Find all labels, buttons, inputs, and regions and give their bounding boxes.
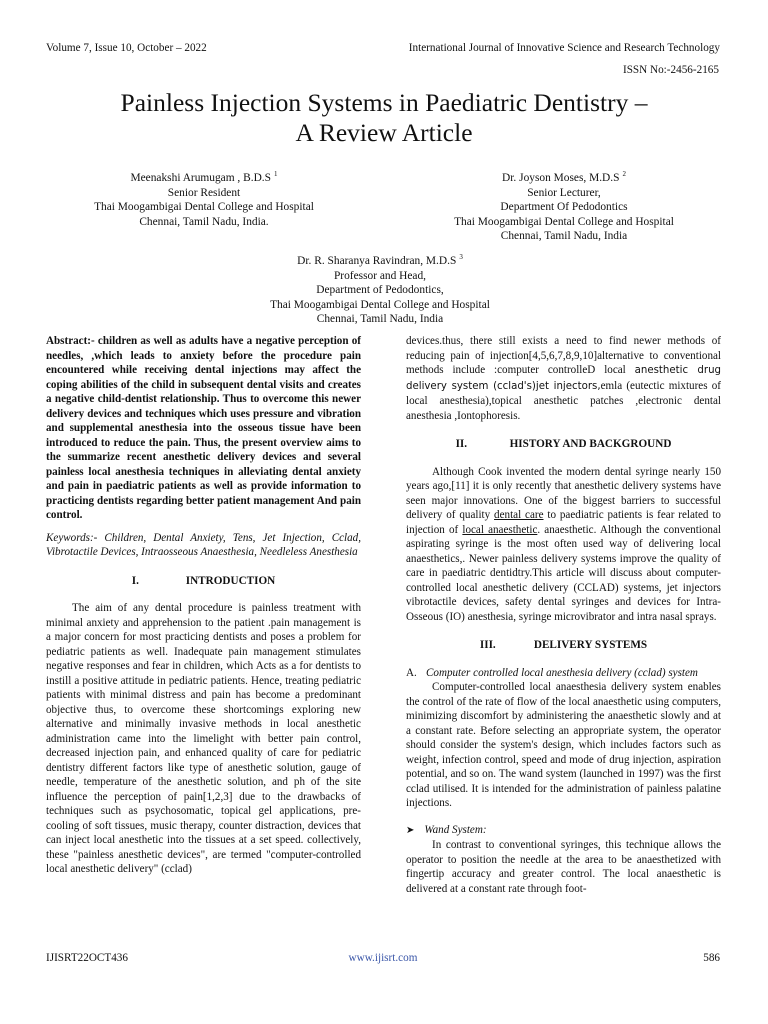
- section-title: HISTORY AND BACKGROUND: [509, 438, 672, 450]
- author-3-line: Department of Pedodontics,: [316, 284, 444, 296]
- author-1: [60, 167, 348, 229]
- author-1-line: Senior Resident: [167, 186, 241, 199]
- keywords-label: Keywords: [46, 531, 90, 544]
- section-heading-delivery: [406, 638, 721, 653]
- author-2-line: Department Of Pedodontics: [500, 201, 628, 213]
- author-3-name-line: [230, 250, 530, 269]
- history-text-c: . anaesthetic. Although the conventional aspirating syringe is the most often used way of delivering local anaesthetics,. Newer painless delivery systems improve the quality of care in paediatric dentidtry.This article will discuss about computer-controlled local anesthetic delivery (CCLAD) systems, jet injectors vibrotactile devices, safety dental syringes and devices for Intra-Osseous (IO) anesthesia, syringe microvibrator and intra nasal sprays.: [406, 523, 721, 623]
- keywords-text: :- Children, Dental Anxiety, Tens, Jet Injection, Cclad, Vibrotactile Devices, Intraosseous Anaesthesia, Needleless Anesthesia: [46, 531, 361, 558]
- paper-title: [40, 88, 728, 148]
- link-local-anaesthetic[interactable]: local anaesthetic: [462, 523, 538, 536]
- title-line-1: Painless Injection Systems in Paediatric Dentistry –: [120, 88, 648, 117]
- left-column: [46, 334, 361, 877]
- continued-text-b: anesthetic drug delivery system (cclad's)jet injectors,: [406, 365, 721, 392]
- author-3: [230, 250, 530, 327]
- right-column: [406, 334, 721, 896]
- author-1-line: Chennai, Tamil Nadu, India.: [139, 215, 269, 228]
- section-heading-introduction: [46, 574, 361, 589]
- continued-text-c: emla (eutectic mixtures of local anesthesia),topical anesthetic patches ,electronic dental anesthesia ,Iontophoresis.: [406, 379, 721, 422]
- author-3-line: Professor and Head,: [333, 269, 427, 282]
- issn: ISSN No:-2456-2165: [622, 64, 719, 76]
- keywords: [46, 531, 361, 560]
- wand-title: Wand System:: [424, 823, 487, 836]
- page-footer: [46, 952, 720, 968]
- title-line-2: A Review Article: [295, 118, 473, 147]
- history-text-b: to paediatric patients is fear related to injection of: [406, 509, 721, 536]
- history-paragraph: [406, 465, 721, 625]
- author-2-name: Dr. Joyson Moses, M.D.S: [502, 172, 620, 184]
- section-number: I.: [131, 574, 139, 587]
- section-title: INTRODUCTION: [185, 574, 276, 587]
- subsection-title: Computer controlled local anesthesia delivery (cclad) system: [426, 666, 698, 679]
- history-text-a: Although Cook invented the modern dental syringe nearly 150 years ago,[11] it is only recently that anesthetic delivery systems have seen major innovations. One of the biggest barriers to successful delivery of quality: [406, 465, 721, 521]
- author-1-name-line: [60, 167, 348, 186]
- author-1-line: Thai Moogambigai Dental College and Hospital: [94, 201, 314, 213]
- author-2-line: Thai Moogambigai Dental College and Hospital: [454, 215, 674, 228]
- author-2-name-line: [420, 167, 708, 186]
- author-3-line: Chennai, Tamil Nadu, India: [316, 313, 444, 325]
- author-1-name: Meenakshi Arumugam , B.D.S: [130, 172, 271, 184]
- subsection-cclad-heading: [406, 666, 721, 681]
- continued-paragraph: [406, 334, 721, 423]
- wand-paragraph: In contrast to conventional syringes, this technique allows the operator to position the needle at the area to be anaesthetized with fingertip accuracy and greater control. The local anaesthetic is delivered at a constant rate through foot-: [406, 839, 721, 895]
- author-2-line: Senior Lecturer,: [527, 186, 601, 199]
- page-number: 586: [703, 952, 720, 964]
- author-3-sup: 3: [459, 253, 463, 261]
- journal-website-link[interactable]: www.ijisrt.com: [348, 952, 418, 964]
- author-1-sup: 1: [273, 170, 278, 178]
- author-3-line: Thai Moogambigai Dental College and Hospital: [270, 298, 490, 311]
- intro-paragraph: The aim of any dental procedure is painless treatment with minimal anxiety and apprehension to the patient .pain management is a major concern for most practicing dentists and poses a problem for pediatric patients as well. Inadequate pain management stimulates negative responses and fear in children, which Acts as a for dentists to instill a positive attitude in pediatric patients. Hence, treating pediatric patients with minimal distress and pain has become a predominant objective thus, to overcome these shortcomings exploring new alternative and minimally invasive methods in local anesthetic administration came into the limelight with better pain control, decreased injection pain, and enhanced quality of care for pediatric dentistry different factors like type of anesthetic solution, gauge of needle, temperature of the anesthetic solution, and ph of the site influence the perception of pain[1,2,3] due to the drawbacks of techniques such as psychosomatic, topical gel applications, pre-cooling of soft tissues, music therapy, counter distraction, devices that can inject local anesthetic into the tissues at a set speed. collectively, these "painless anesthetic devices", are termed "computer-controlled local anesthetic delivery" (cclad): [46, 602, 361, 875]
- author-2: [420, 167, 708, 244]
- volume-issue: Volume 7, Issue 10, October – 2022: [46, 42, 207, 54]
- section-number: III.: [479, 639, 496, 651]
- paper-id: IJISRT22OCT436: [46, 952, 128, 964]
- cclad-paragraph: Computer-controlled local anaesthesia delivery system enables the control of the rate of flow of the local anaesthetic using computers, minimizing discomfort by administering the anaesthetic slowly and at a constant rate. Before selecting an appropriate system, the operator should consider the system's design, which includes factors such as weight, infection control, speed and mode of drug injection, aspiration potential, and so on. The wand system (launched in 1997) was the first cclad utilised. It is intended for the administration of painless palatine injections.: [406, 681, 721, 809]
- arrow-bullet-icon: ➤: [406, 824, 415, 836]
- journal-name: International Journal of Innovative Science and Research Technology: [408, 42, 720, 54]
- wand-system-heading: [406, 823, 721, 839]
- subsection-letter: A.: [406, 666, 417, 679]
- abstract: Abstract:- children as well as adults have a negative perception of needles, ,which leads to anxiety before the procedure pain encountered while receiving dental injections may affect the coping abilities of the child in subsequent dental visits and creates a negative child-dentist relationship. Thus to overcome this newer delivery devices and techniques which uses pressure and vibration and supplemental anesthesia into the osseous tissue have been introduced to reduce the pain. Thus, the present overview aims to the summarize recent anesthetic delivery devices and several painless local anesthesia techniques in alleviating dental anxiety and pain in paediatric patients as well as provide information to practicing dentists regarding better patient management And pain control.: [46, 335, 361, 521]
- running-header: [46, 42, 720, 58]
- continued-text-a: devices.thus, there still exists a need to find newer methods of reducing pain of injection[4,5,6,7,8,9,10]alternative to conventional methods include :computer controlleD local: [406, 335, 721, 376]
- section-number: II.: [455, 438, 468, 450]
- author-2-sup: 2: [622, 170, 626, 178]
- section-heading-history: [406, 437, 721, 452]
- author-2-line: Chennai, Tamil Nadu, India: [500, 230, 628, 242]
- author-3-name: Dr. R. Sharanya Ravindran, M.D.S: [297, 255, 457, 267]
- link-dental-care[interactable]: dental care: [494, 509, 544, 521]
- section-title: DELIVERY SYSTEMS: [533, 639, 648, 651]
